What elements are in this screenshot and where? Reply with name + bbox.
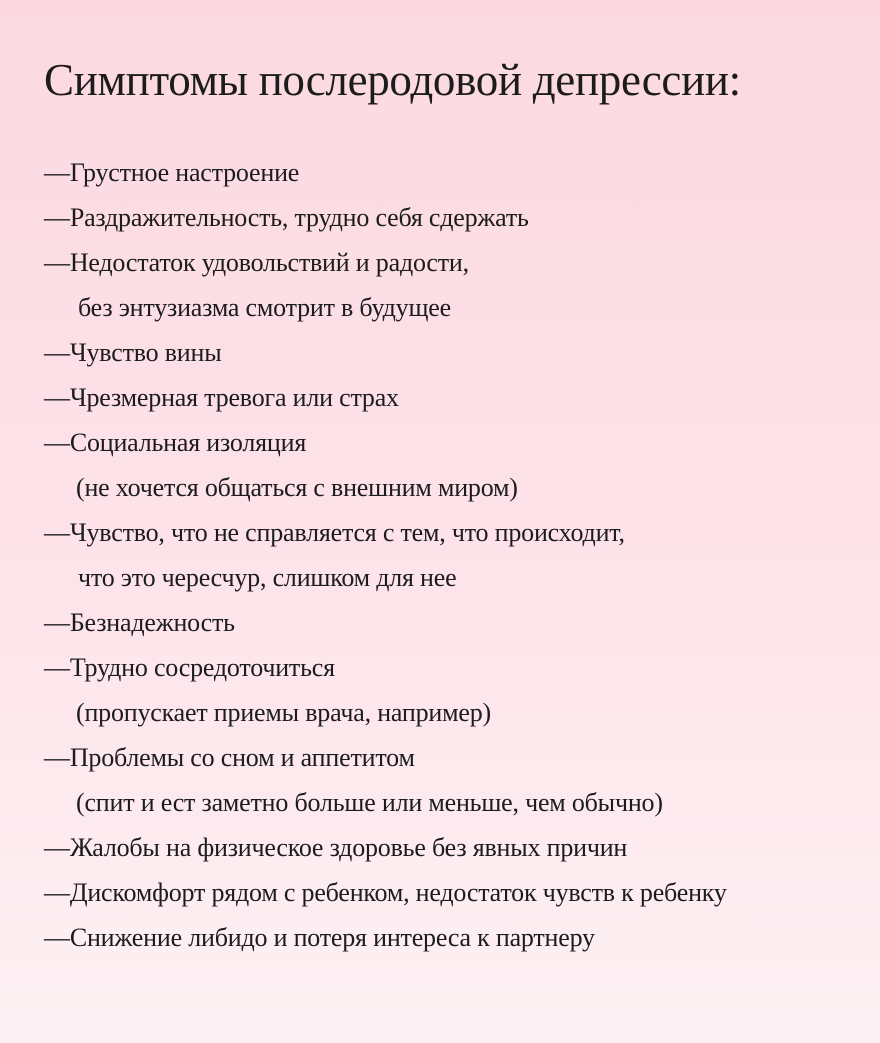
- symptom-text: Чувство, что не справляется с тем, что происходит,: [69, 518, 625, 547]
- dash-marker: —: [44, 833, 70, 862]
- symptom-text: Чрезмерная тревога или страх: [69, 383, 399, 412]
- symptom-item: [44, 600, 727, 645]
- symptom-text: Дискомфорт рядом с ребенком, недостаток чувств к ребенку: [69, 878, 727, 907]
- symptom-item: [44, 240, 727, 285]
- symptom-item: [44, 420, 727, 465]
- symptom-item-continuation: [44, 465, 727, 510]
- symptom-item: [44, 870, 727, 915]
- symptom-text: Недостаток удовольствий и радости,: [69, 248, 469, 277]
- symptom-item-continuation: [44, 555, 727, 600]
- symptom-item: [44, 195, 727, 240]
- symptom-text: Грустное настроение: [69, 158, 300, 187]
- symptom-text: (пропускает приемы врача, например): [76, 698, 491, 727]
- symptom-item: [44, 915, 727, 960]
- dash-marker: —: [44, 923, 70, 952]
- symptom-text: Трудно сосредоточиться: [69, 653, 335, 682]
- symptom-text: Безнадежность: [69, 608, 235, 637]
- dash-marker: —: [44, 653, 70, 682]
- symptom-item-continuation: [44, 690, 727, 735]
- symptom-text: Раздражительность, трудно себя сдержать: [69, 203, 529, 232]
- dash-marker: —: [44, 158, 70, 187]
- symptom-item: [44, 825, 727, 870]
- page-title: Симптомы послеродовой депрессии:: [44, 55, 741, 105]
- symptom-list: [44, 150, 727, 960]
- symptom-item: [44, 510, 727, 555]
- dash-marker: —: [44, 338, 70, 367]
- symptom-item: [44, 645, 727, 690]
- symptom-item: [44, 375, 727, 420]
- dash-marker: —: [44, 248, 70, 277]
- dash-marker: —: [44, 203, 70, 232]
- symptom-item-continuation: [44, 780, 727, 825]
- symptom-item: [44, 735, 727, 780]
- symptom-text: Чувство вины: [69, 338, 222, 367]
- dash-marker: —: [44, 878, 70, 907]
- dash-marker: —: [44, 518, 70, 547]
- symptom-text: (спит и ест заметно больше или меньше, чем обычно): [76, 788, 663, 817]
- symptom-text: без энтузиазма смотрит в будущее: [78, 293, 451, 322]
- symptom-text: что это чересчур, слишком для нее: [78, 563, 457, 592]
- dash-marker: —: [44, 743, 70, 772]
- symptom-text: Социальная изоляция: [69, 428, 307, 457]
- symptom-text: Снижение либидо и потеря интереса к партнеру: [69, 923, 595, 952]
- symptom-item-continuation: [44, 285, 727, 330]
- symptom-item: [44, 150, 727, 195]
- symptom-text: Проблемы со сном и аппетитом: [69, 743, 415, 772]
- symptom-text: (не хочется общаться с внешним миром): [76, 473, 518, 502]
- symptom-text: Жалобы на физическое здоровье без явных причин: [69, 833, 628, 862]
- dash-marker: —: [44, 608, 70, 637]
- symptom-item: [44, 330, 727, 375]
- dash-marker: —: [44, 383, 70, 412]
- dash-marker: —: [44, 428, 70, 457]
